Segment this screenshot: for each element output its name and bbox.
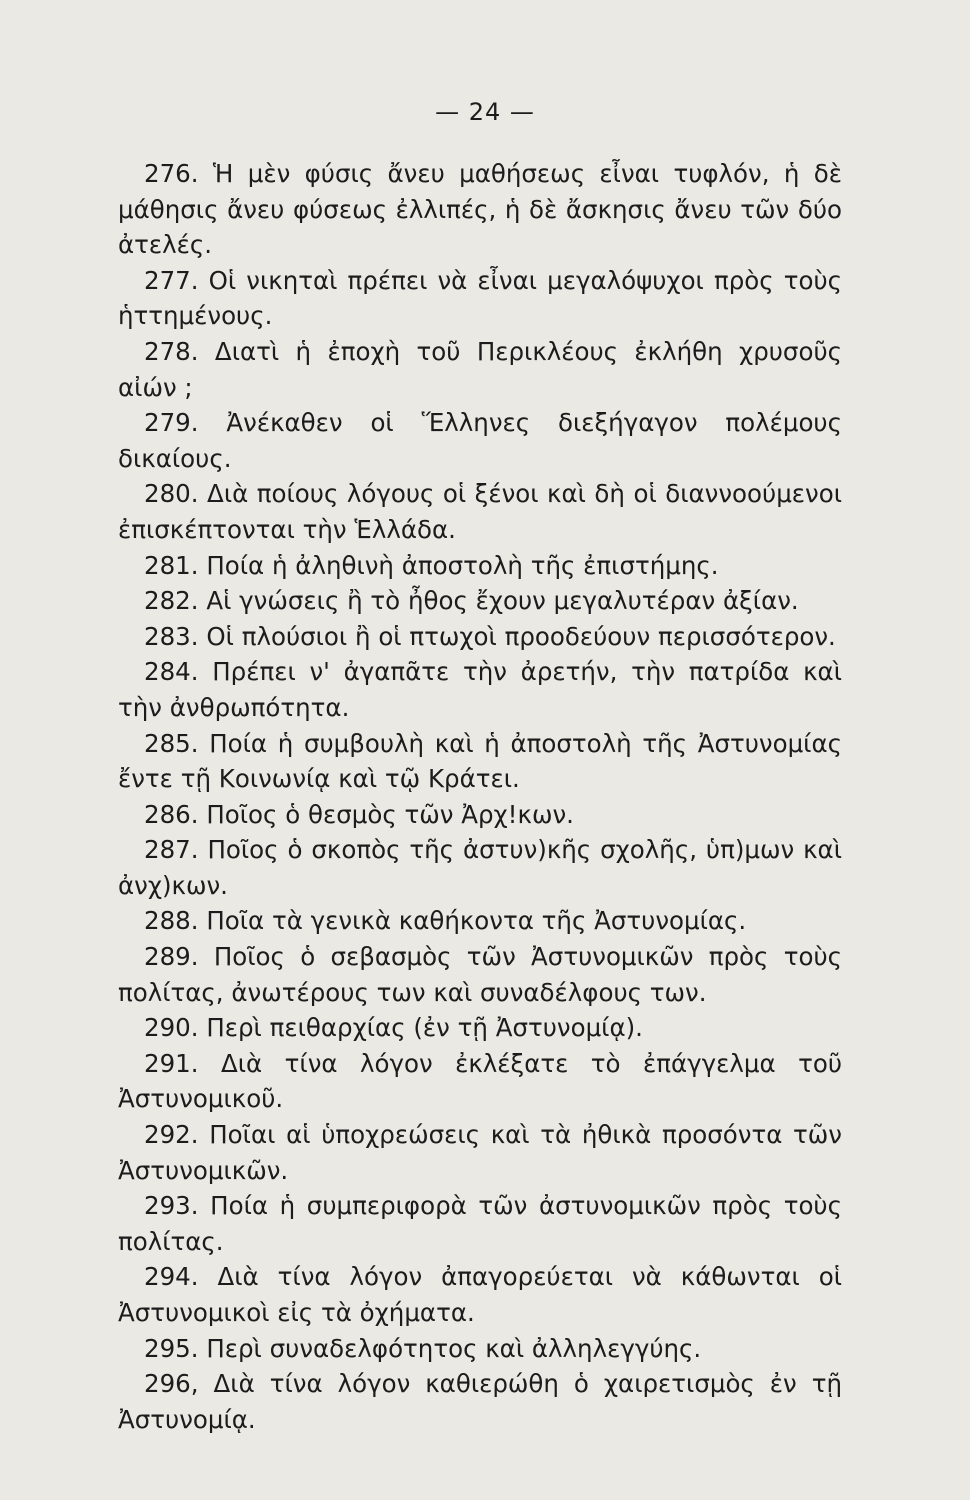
question-item: 293. Ποία ἡ συμπεριφορὰ τῶν ἀστυνομικῶν πρὸς τοὺς πολίτας.: [118, 1191, 842, 1256]
question-item: 285. Ποία ἡ συμβουλὴ καὶ ἡ ἀποστολὴ τῆς Ἀστυνομίας ἔντε τῇ Κοινωνίᾳ καὶ τῷ Κράτει.: [118, 728, 842, 794]
question-item: 280. Διὰ ποίους λόγους οἱ ξένοι καὶ δὴ οἱ διαννοούμενοι ἐπισκέπτονται τὴν Ἑλλάδα.: [118, 479, 842, 544]
question-item: 281. Ποία ἡ ἀληθινὴ ἀποστολὴ τῆς ἐπιστήμης.: [144, 550, 719, 580]
question-item: 277. Οἱ νικηταὶ πρέπει νὰ εἶναι μεγαλόψυχοι πρὸς τοὺς ἡττημένους.: [118, 265, 842, 331]
question-list: [118, 156, 842, 1437]
question-item: 286. Ποῖος ὁ θεσμὸς τῶν Ἀρχ!κων.: [144, 799, 574, 829]
question-item: 276. Ἡ μὲν φύσις ἄνευ μαθήσεως εἶναι τυφλόν, ἡ δὲ μάθησις ἄνευ φύσεως ἐλλιπές, ἡ δὲ ἄσκησις ἄνευ τῶν δύο ἀτελές.: [118, 159, 842, 260]
question-item: 283. Οἱ πλούσιοι ἢ οἱ πτωχοὶ προοδεύουν περισσότερον.: [144, 621, 836, 651]
question-item: 278. Διατὶ ἡ ἐποχὴ τοῦ Περικλέους ἐκλήθη χρυσοῦς αἰών ;: [118, 336, 842, 402]
question-item: 289. Ποῖος ὁ σεβασμὸς τῶν Ἀστυνομικῶν πρὸς τοὺς πολίτας, ἀνωτέρους των καὶ συναδέλφους των.: [118, 942, 842, 1007]
question-item: 291. Διὰ τίνα λόγον ἐκλέξατε τὸ ἐπάγγελμα τοῦ Ἀστυνομικοῦ.: [118, 1048, 842, 1114]
question-item: 290. Περὶ πειθαρχίας (ἐν τῇ Ἀστυνομίᾳ).: [144, 1013, 643, 1043]
question-item: 282. Αἱ γνώσεις ἢ τὸ ἦθος ἔχουν μεγαλυτέραν ἀξίαν.: [144, 586, 799, 616]
question-item: 279. Ἀνέκαθεν οἱ Ἕλληνες διεξήγαγον πολέμους δικαίους.: [118, 408, 842, 473]
question-item: 288. Ποῖα τὰ γενικὰ καθήκοντα τῆς Ἀστυνομίας.: [144, 906, 747, 936]
page-number: — 24 —: [435, 98, 535, 126]
question-item: 295. Περὶ συναδελφότητος καὶ ἀλληλεγγύης.: [144, 1333, 702, 1363]
question-item: 294. Διὰ τίνα λόγον ἀπαγορεύεται νὰ κάθωνται οἱ Ἀστυνομικοὶ εἰς τὰ ὀχήματα.: [118, 1262, 842, 1327]
question-item: 284. Πρέπει ν' ἀγαπᾶτε τὴν ἀρετήν, τὴν πατρίδα καὶ τὴν ἀνθρωπότητα.: [118, 657, 842, 722]
question-item: 296, Διὰ τίνα λόγον καθιερώθη ὁ χαιρετισμὸς ἐν τῇ Ἀστυνομίᾳ.: [118, 1369, 842, 1434]
question-item: 287. Ποῖος ὁ σκοπὸς τῆς ἀστυν)κῆς σχολῆς, ὑπ)μων καὶ ἀνχ)κων.: [118, 835, 842, 900]
question-item: 292. Ποῖαι αἱ ὑποχρεώσεις καὶ τὰ ἠθικὰ προσόντα τῶν Ἀστυνομικῶν.: [118, 1120, 842, 1185]
